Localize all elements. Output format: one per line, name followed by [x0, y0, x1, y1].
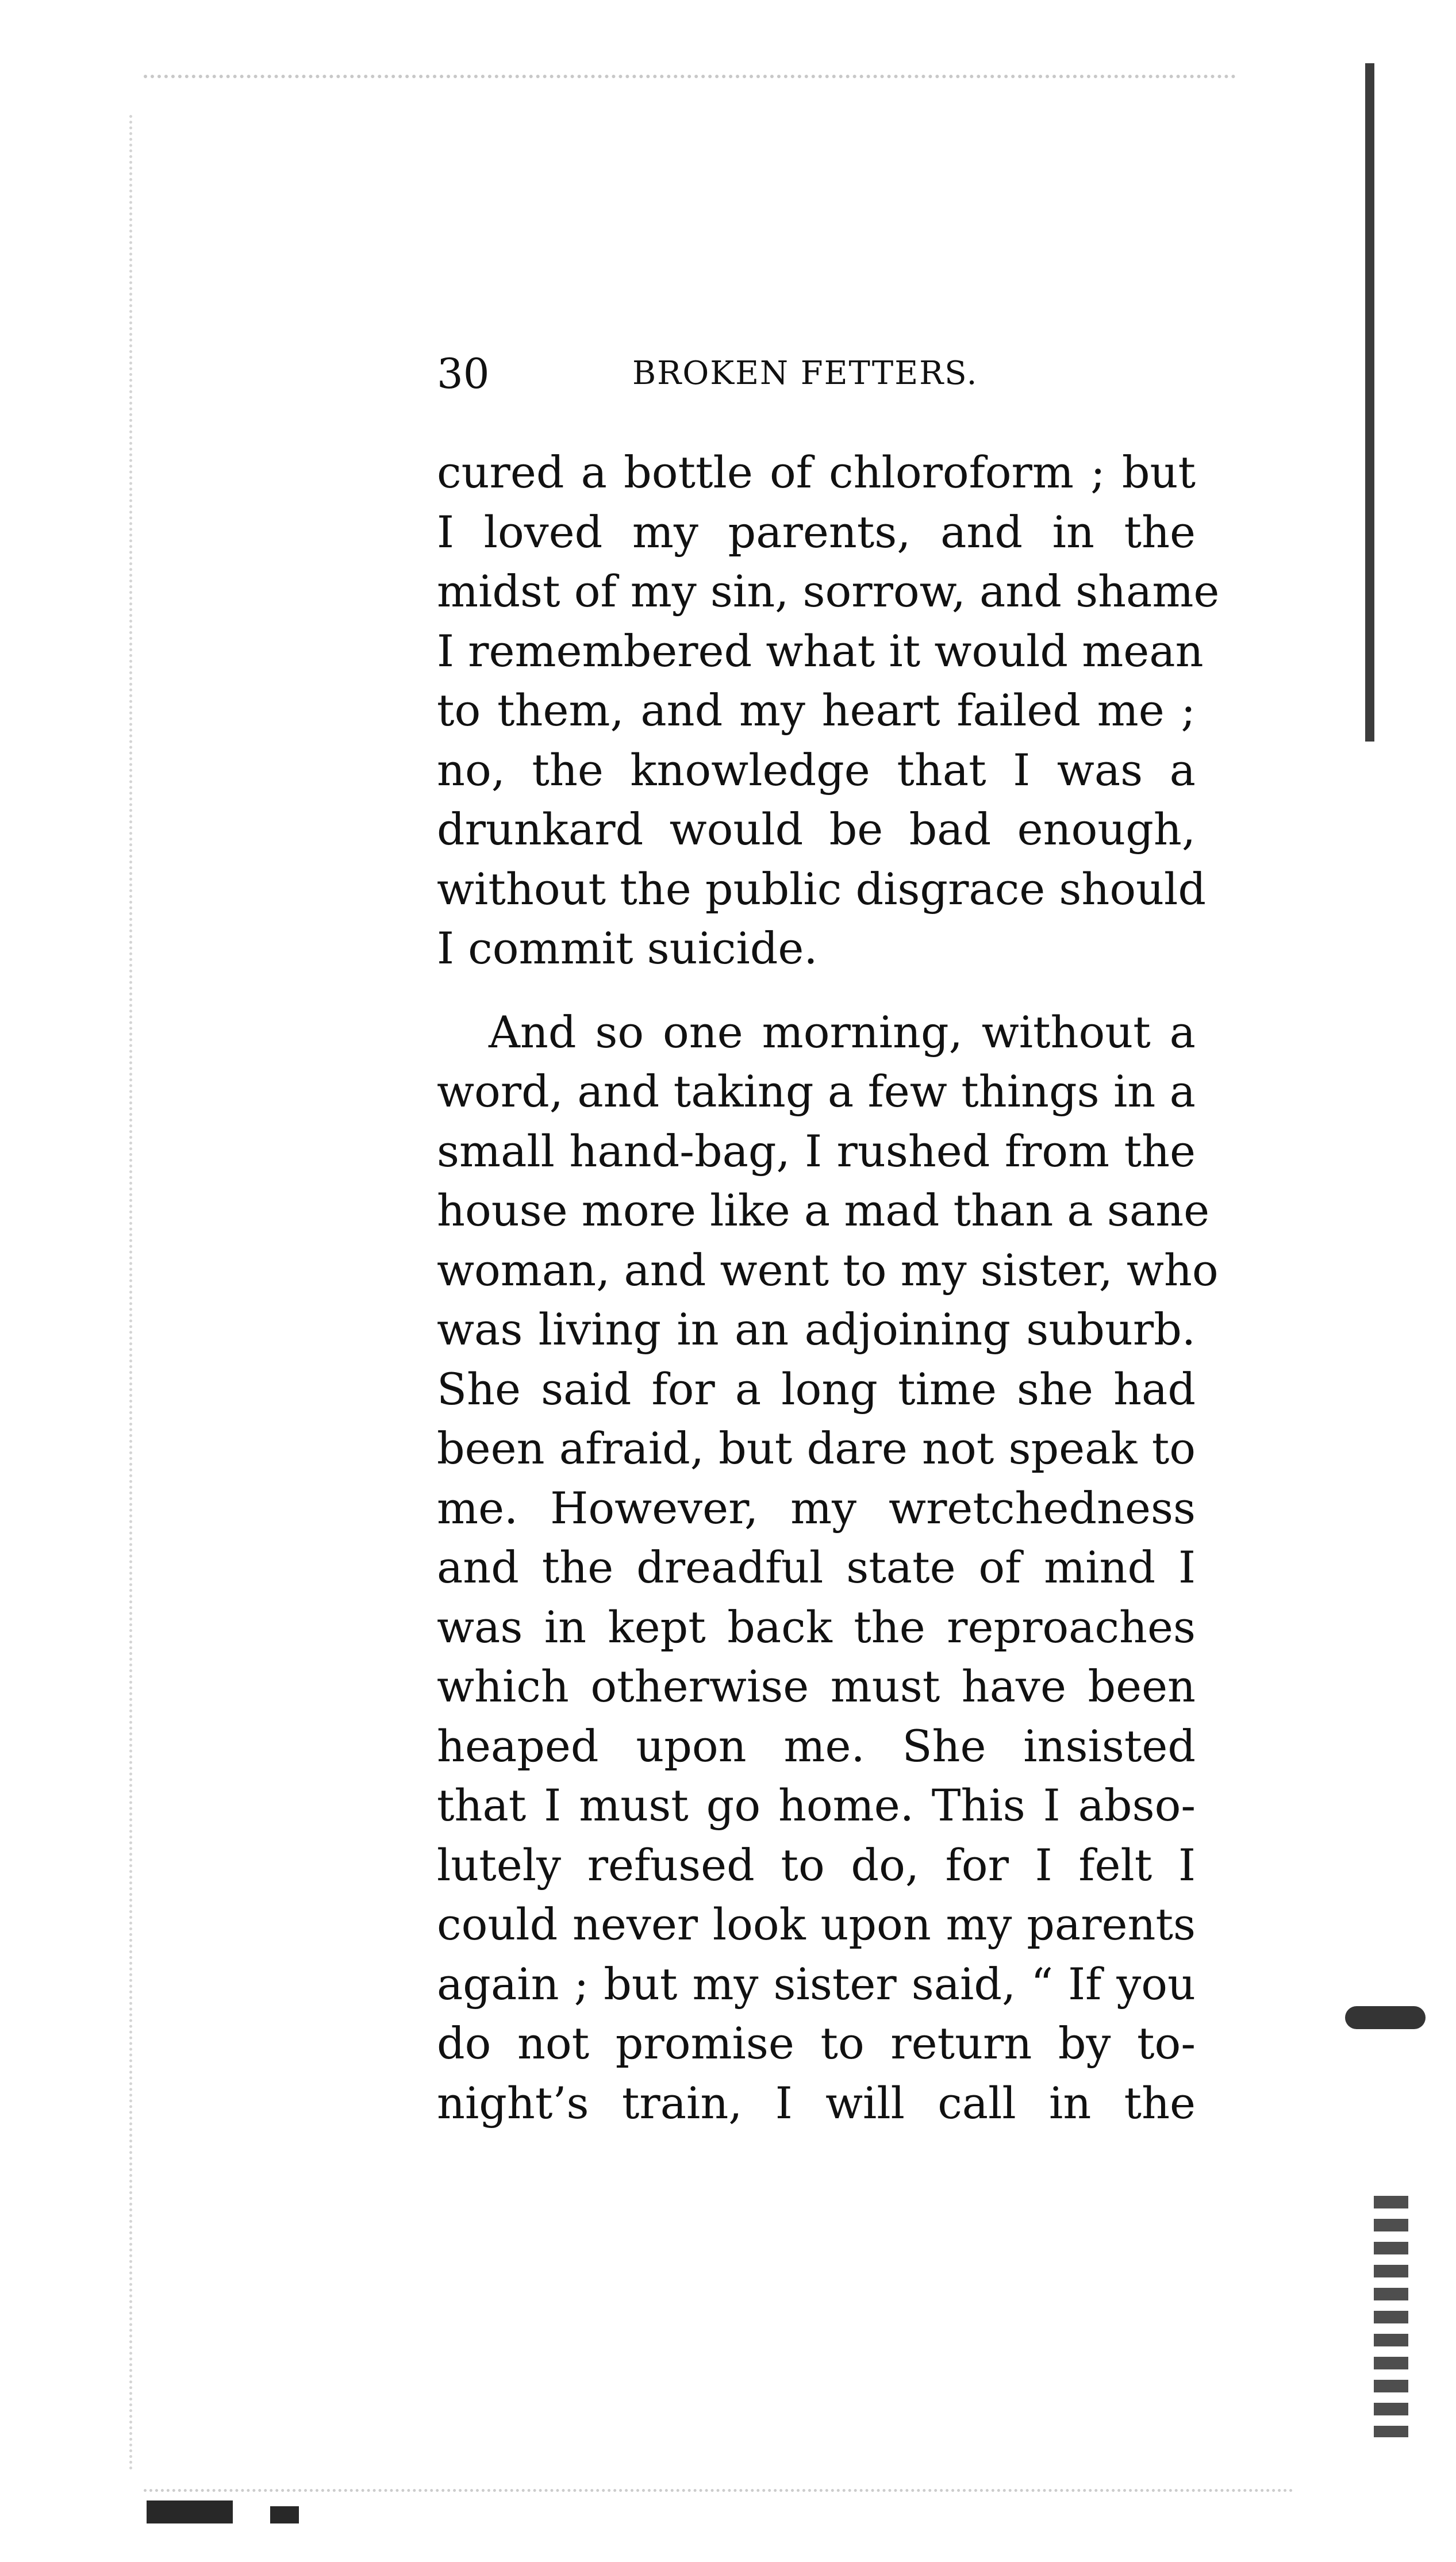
- text-line: I loved my parents, and in the: [437, 506, 1196, 558]
- page-header: [437, 345, 1196, 402]
- scan-blot: [1345, 2006, 1426, 2029]
- scan-edge-top: [144, 75, 1236, 78]
- binding-shadow-lower: [1374, 2196, 1408, 2437]
- scan-blot-corner: [147, 2500, 233, 2523]
- text-line: heaped upon me. She insisted: [437, 1720, 1196, 1772]
- paragraph: [437, 443, 1220, 978]
- text-line: do not promise to return by to-: [437, 2018, 1196, 2069]
- running-head: BROKEN FETTERS.: [632, 355, 978, 392]
- binding-shadow: [1365, 63, 1374, 742]
- text-line: was in kept back the reproaches: [437, 1601, 1196, 1653]
- text-line: without the public disgrace should: [437, 863, 1207, 915]
- scan-edge-bottom: [144, 2489, 1293, 2492]
- scan-edge-left: [129, 115, 132, 2472]
- text-line: house more like a mad than a sane: [437, 1185, 1210, 1236]
- text-line: to them, and my heart failed me ;: [437, 685, 1196, 736]
- text-line: woman, and went to my sister, who: [437, 1244, 1219, 1296]
- text-line: drunkard would be bad enough,: [437, 804, 1196, 855]
- text-line: again ; but my sister said, “ If you: [437, 1958, 1196, 2010]
- text-line: I commit suicide.: [437, 923, 818, 974]
- text-line: midst of my sin, sorrow, and shame: [437, 566, 1220, 617]
- page-number: 30: [437, 349, 490, 398]
- body-text: [437, 443, 1220, 2133]
- text-line: no, the knowledge that I was a: [437, 744, 1196, 796]
- text-line: night’s train, I will call in the: [437, 2077, 1196, 2129]
- text-line: word, and taking a few things in a: [437, 1066, 1196, 1117]
- text-line: lutely refused to do, for I felt I: [437, 1839, 1196, 1891]
- text-line: cured a bottle of chloroform ; but: [437, 447, 1196, 498]
- text-line: She said for a long time she had: [437, 1363, 1196, 1415]
- text-line: been afraid, but dare not speak to: [437, 1423, 1196, 1474]
- scan-blot-corner-small: [270, 2506, 299, 2523]
- text-line: and the dreadful state of mind I: [437, 1542, 1196, 1593]
- paragraph: [437, 1002, 1219, 2133]
- text-line: And so one morning, without a: [489, 1006, 1196, 1058]
- text-line: I remembered what it would mean: [437, 625, 1204, 677]
- text-line: which otherwise must have been: [437, 1661, 1196, 1712]
- text-line: was living in an adjoining suburb.: [437, 1304, 1196, 1355]
- text-line: could never look upon my parents: [437, 1899, 1196, 1950]
- text-line: me. However, my wretchedness: [437, 1482, 1196, 1534]
- text-line: that I must go home. This I abso-: [437, 1780, 1196, 1831]
- text-line: small hand-bag, I rushed from the: [437, 1125, 1196, 1177]
